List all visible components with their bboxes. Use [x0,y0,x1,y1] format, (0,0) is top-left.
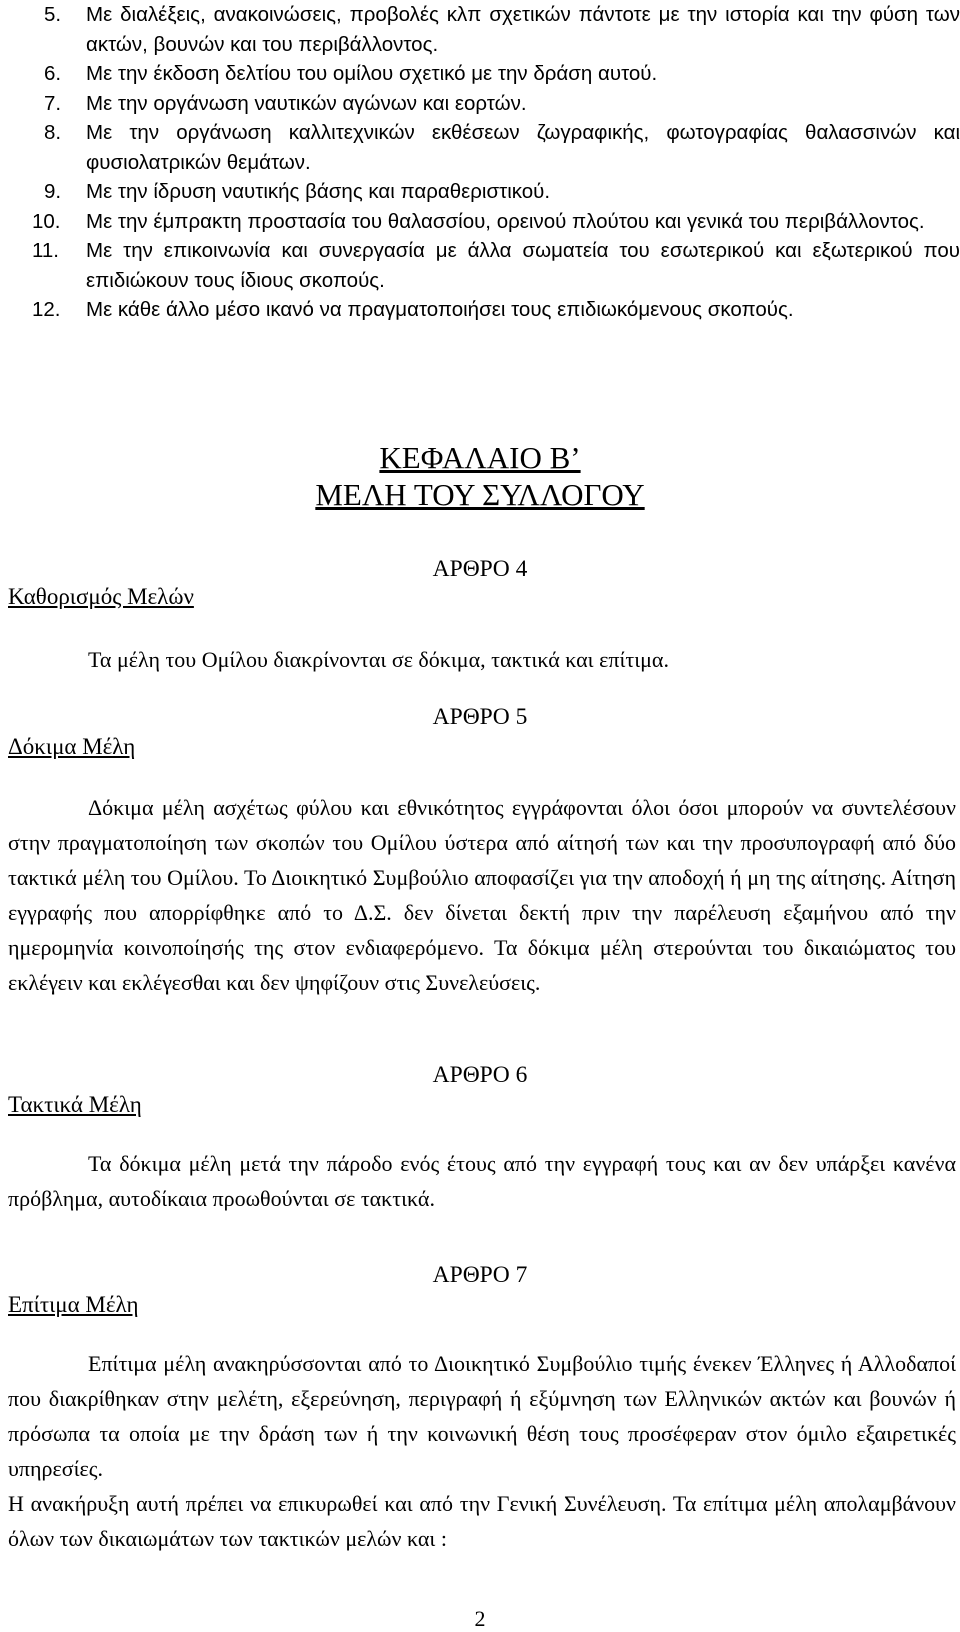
list-text: Με την ίδρυση ναυτικής βάσης και παραθεριστικού. [86,180,551,203]
article-7-text-continued: Η ανακήρυξη αυτή πρέπει να επικυρωθεί και από την Γενική Συνέλευση. Τα επίτιμα μέλη απολαμβάνουν όλων των δικαιωμάτων των τακτικών μελών και : [8,1491,956,1551]
article-6-side-heading: Τακτικά Μέλη [8,1092,142,1117]
list-text: Με την επικοινωνία και συνεργασία με άλλα σωματεία του εσωτερικού και εξωτερικού που επιδιώκουν τους ίδιους σκοπούς. [86,239,960,292]
list-item [32,207,960,237]
article-6-text: Τα δόκιμα μέλη μετά την πάροδο ενός έτους από την εγγραφή τους και αν δεν υπάρξει κανένα πρόβλημα, αυτοδίκαια προωθούνται σε τακτικά. [8,1151,956,1211]
article-5-title: ΑΡΘΡΟ 5 [432,704,528,730]
list-text: Με την έμπρακτη προστασία του θαλασσίου, ορεινού πλούτου και γενικά του περιβάλλοντος. [86,209,925,233]
chapter-subtitle: ΜΕΛΗ ΤΟΥ ΣΥΛΛΟΓΟΥ [315,477,645,512]
page-number: 2 [474,1606,486,1631]
article-5-side-heading: Δόκιμα Μέλη [8,734,136,759]
list-number: 10. [32,209,61,233]
article-7-title: ΑΡΘΡΟ 7 [432,1262,528,1288]
list-text: Με διαλέξεις, ανακοινώσεις, προβολές κλπ σχετικών πάντοτε με την ιστορία και την φύση των ακτών, βουνών και του περιβάλλοντος. [86,3,960,56]
list-number: 9. [44,180,62,203]
list-number: 12. [32,298,61,321]
list-number: 11. [32,239,59,262]
list-item [44,89,960,119]
list-text: Με κάθε άλλο μέσο ικανό να πραγματοποιήσει τους επιδιωκόμενους σκοπούς. [86,298,794,321]
article-5-text: Δόκιμα μέλη ασχέτως φύλου και εθνικότητος εγγράφονται όλοι όσοι μπορούν να συντελέσουν στην πραγματοποίηση των σκοπών του Ομίλου ύστερα από αίτησή των και την προσυπογραφή από δύο τακτικά μέλη του Ομίλου. Το Διοικητικό Συμβούλιο αποφασίζει για την αποδοχή ή μη της αίτησης. Αίτηση εγγραφής που απορρίφθηκε από το Δ.Σ. δεν δίνεται δεκτή πριν την παρέλευση εξαμήνου από την ημερομηνία κοινοποίησής της στον ενδιαφερόμενο. Τα δόκιμα μέλη στερούνται του δικαιώματος του εκλέγειν και εκλέγεσθαι και δεν ψηφίζουν στις Συνελεύσεις. [8,795,956,995]
list-item [32,236,960,295]
article-4-text: Τα μέλη του Ομίλου διακρίνονται σε δόκιμα, τακτικά και επίτιμα. [88,647,669,672]
article-4-side-heading: Καθορισμός Μελών [8,584,194,609]
list-number: 8. [44,121,62,144]
article-4-title: ΑΡΘΡΟ 4 [432,556,528,582]
list-number: 6. [44,62,62,85]
purpose-list [32,0,960,325]
list-text: Με την έκδοση δελτίου του ομίλου σχετικό με την δράση αυτού. [86,62,658,85]
list-number: 5. [44,3,62,26]
list-item [44,118,960,177]
chapter-title: ΚΕΦΑΛΑΙΟ Β’ [379,440,581,475]
list-number: 7. [44,91,62,115]
list-item [44,0,960,59]
article-7-text: Επίτιμα μέλη ανακηρύσσονται από το Διοικητικό Συμβούλιο τιμής ένεκεν Έλληνες ή Αλλοδαποί που διακρίθηκαν στην μελέτη, εξερεύνηση, περιγραφή ή εξύμνηση των Ελληνικών ακτών και βουνών ή πρόσωπα τα οποία με την δράση των ή την κοινωνική θέση τους προσέφεραν στον όμιλο εξαιρετικές υπηρεσίες. [8,1351,956,1481]
list-text: Με την οργάνωση καλλιτεχνικών εκθέσεων ζωγραφικής, φωτογραφίας θαλασσινών και φυσιολατρικών θεμάτων. [86,121,960,174]
list-item [32,295,960,325]
article-6-title: ΑΡΘΡΟ 6 [432,1062,528,1088]
list-item [44,177,960,207]
list-text: Με την οργάνωση ναυτικών αγώνων και εορτών. [86,91,527,115]
list-item [44,59,960,89]
article-7-side-heading: Επίτιμα Μέλη [8,1292,139,1317]
